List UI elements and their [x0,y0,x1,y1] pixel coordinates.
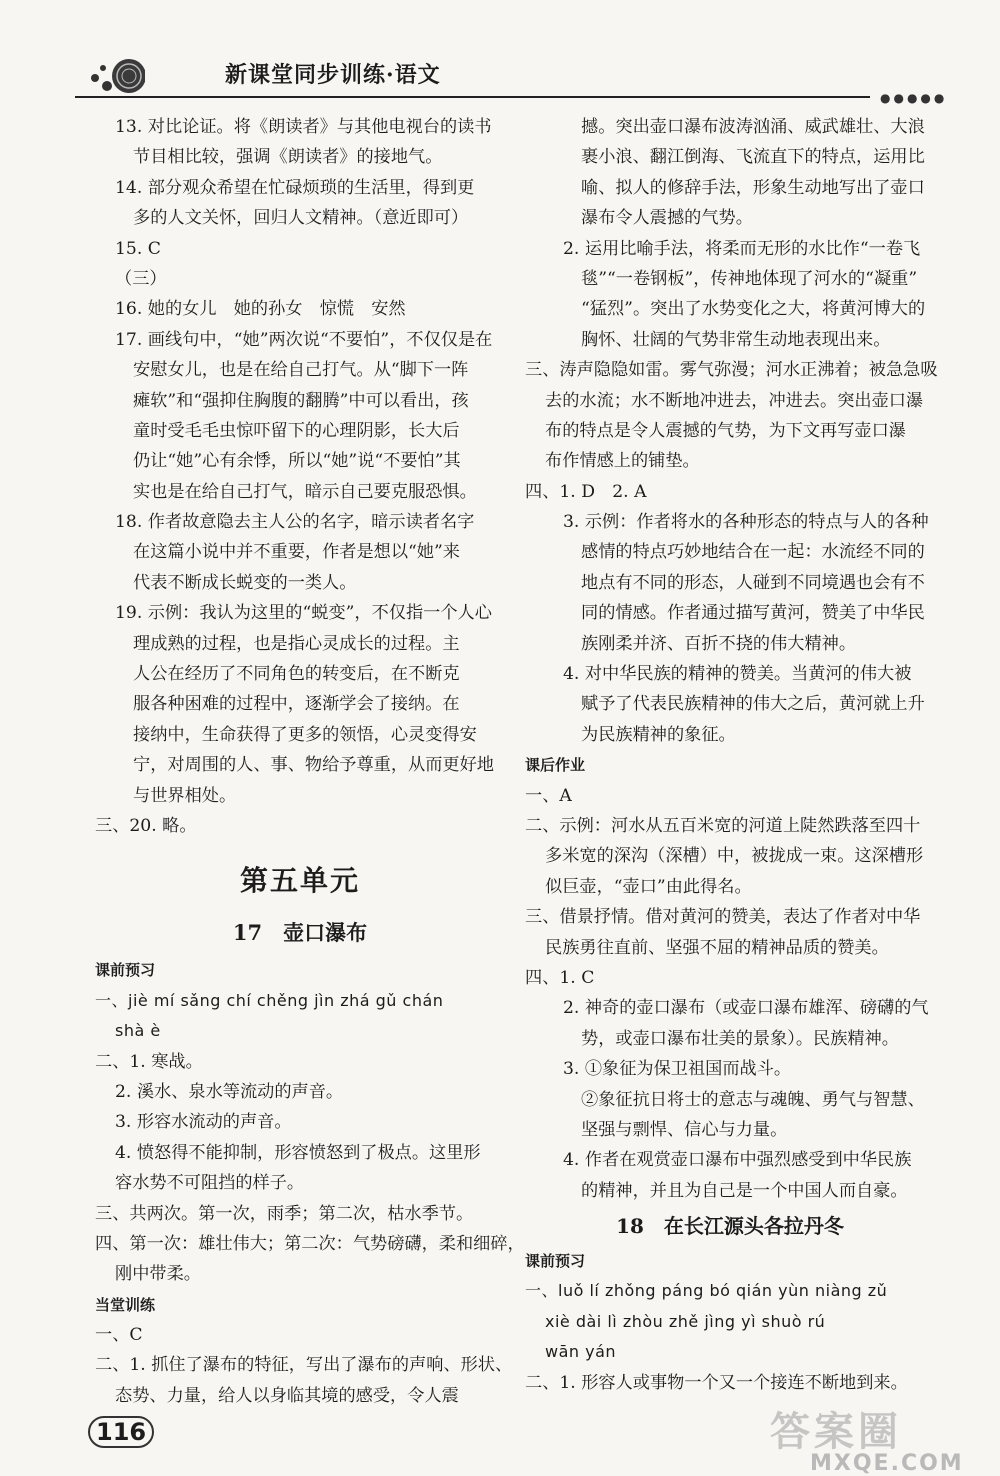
text-line: 仍让“她”心有余悸，所以“她”说“不要怕”其 [133,451,461,472]
text-line: 接纳中，生命获得了更多的领悟，心灵变得安 [133,724,477,745]
text-line: 服各种困难的过程中，逐渐学会了接纳。在 [133,694,460,715]
text-line: 2. 运用比喻手法，将柔而无形的水比作“一卷飞 [563,238,921,259]
text-line: 2. 神奇的壶口瀑布（或壶口瀑布雄浑、磅礴的气 [563,998,929,1019]
text-line: 4. 对中华民族的精神的赞美。当黄河的伟大被 [563,664,912,685]
text-line: 布的特点是令人震撼的气势，为下文再写壶口瀑 [545,420,906,441]
text-line: 理成熟的过程，也是指心灵成长的过程。主 [133,633,460,654]
text-line: “猛烈”。突出了水势变化之大，将黄河博大的 [581,299,926,320]
text-line: xiè dài lì zhòu zhě jìng yì shuò rú [545,1311,826,1331]
lesson-17-title: 17 壶口瀑布 [232,920,368,946]
text-line: 18. 作者故意隐去主人公的名字，暗示读者名字 [115,512,475,533]
text-line: 一、A [525,785,572,806]
text-line: 民族勇往直前、坚强不屈的精神品质的赞美。 [545,937,889,958]
text-line: 课前预习 [95,961,156,980]
text-line: 4. 愤怒得不能抑制，形容愤怒到了极点。这里形 [115,1142,481,1163]
text-line: 多米宽的深沟（深槽）中，被拢成一束。这深槽形 [545,846,924,867]
text-line: 课前预习 [525,1252,586,1271]
page-header [75,52,945,102]
text-line: 的精神，并且为自己是一个中国人而自豪。 [581,1180,908,1201]
text-line: 与世界相处。 [133,785,237,806]
text-line: 似巨壶，“壶口”由此得名。 [545,876,752,897]
text-line: 二、1. 形容人或事物一个又一个接连不断地到来。 [525,1372,908,1393]
header-title: 新课堂同步训练·语文 [225,62,441,88]
text-line: 同的情感。作者通过描写黄河，赞美了中华民 [581,603,925,624]
text-line: 三、共两次。第一次，雨季；第二次，枯水季节。 [95,1203,474,1224]
text-line: 族刚柔并济、百折不挠的伟大精神。 [581,633,857,654]
lesson-18-title: 18 在长江源头各拉丹冬 [616,1214,844,1239]
text-line: 四、1. D 2. A [525,481,647,502]
text-line: 14. 部分观众希望在忙碌烦琐的生活里，得到更 [115,177,475,198]
text-line: 喻、拟人的修辞手法，形象生动地写出了壶口 [581,177,925,198]
text-line: 15. C [115,238,161,259]
text-line: 二、1. 抓住了瀑布的特征，写出了瀑布的声响、形状、 [95,1355,513,1376]
text-line: ②象征抗日将士的意志与魂魄、勇气与智慧、 [581,1089,925,1110]
text-line: 人公在经历了不同角色的转变后，在不断克 [133,664,460,685]
text-line: 童时受毛毛虫惊吓留下的心理阴影，长大后 [133,420,460,441]
text-line: 19. 示例：我认为这里的“蜕变”，不仅指一个人心 [115,603,492,624]
text-line: 宁，对周围的人、事、物给予尊重，从而更好地 [133,755,494,776]
text-line: 3. 示例：作者将水的各种形态的特点与人的各种 [563,512,929,533]
text-line: 三、借景抒情。借对黄河的赞美，表达了作者对中华 [525,907,921,928]
text-line: 13. 对比论证。将《朗读者》与其他电视台的读书 [115,117,492,137]
text-line: 撼。突出壶口瀑布波涛汹涌、威武雄壮、大浪 [581,117,925,137]
text-line: 一、jiè mí sǎng chí chěng jìn zhá gǔ chán [95,990,444,1010]
header-dots: ●●●●● [880,91,948,105]
text-line: 课后作业 [525,756,586,775]
text-line: 势，或壶口瀑布壮美的景象）。民族精神。 [581,1028,899,1049]
text-line: 四、第一次：雄壮伟大；第二次：气势磅礴，柔和细碎， [95,1233,525,1254]
text-line: 实也是在给自己打气，暗示自己要克服恐惧。 [133,481,477,502]
text-line: 当堂训练 [95,1295,156,1314]
text-line: 在这篇小说中并不重要，作者是想以“她”来 [133,542,460,563]
text-line: 坚强与剽悍、信心与力量。 [581,1119,788,1140]
text-line: 17. 画线句中，“她”两次说“不要怕”，不仅仅是在 [115,329,493,350]
text-line: 16. 她的女儿 她的孙女 惊慌 安然 [115,299,406,320]
text-line: wān yán [545,1342,617,1362]
text-line: 2. 溪水、泉水等流动的声音。 [115,1081,344,1102]
text-line: 三、20. 略。 [95,815,197,836]
page-number: 116 [88,1416,154,1448]
text-line: 一、luǒ lí zhǒng páng bó qián yùn niàng zǔ [525,1281,888,1301]
text-line: 多的人文关怀，回归人文精神。（意近即可） [133,208,469,229]
text-line: 二、1. 寒战。 [95,1051,203,1072]
text-line: 3. ①象征为保卫祖国而战斗。 [563,1059,792,1080]
header-rule [75,96,870,98]
page-number-badge [88,1418,154,1446]
text-line: 胸怀、壮阔的气势非常生动地表现出来。 [581,329,891,350]
watermark-bottom: MXQE.COM [810,1451,964,1476]
text-line: 容水势不可阻挡的样子。 [115,1173,305,1194]
text-line: 去的水流；水不断地冲进去，冲进去。突出壶口瀑 [545,390,924,411]
text-line: 节目相比较，强调《朗读者》的接地气。 [133,147,443,168]
text-line: 态势、力量，给人以身临其境的感受，令人震 [115,1385,459,1406]
text-line: 一、C [95,1325,143,1346]
text-line: 为民族精神的象征。 [581,724,736,745]
text-line: 毯”“一卷钢板”，传神地体现了河水的“凝重” [581,268,918,289]
text-line: 三、涛声隐隐如雷。雾气弥漫；河水正沸着；被急急吸 [525,360,938,381]
text-line: 布作情感上的铺垫。 [545,451,700,472]
watermark-top: 答案圈 [770,1409,902,1455]
text-line: 3. 形容水流动的声音。 [115,1112,292,1133]
text-line: 4. 作者在观赏壶口瀑布中强烈感受到中华民族 [563,1150,912,1171]
text-line: 感情的特点巧妙地结合在一起：水流经不同的 [581,542,925,563]
text-line: （三） [115,268,167,289]
text-line: 赋予了代表民族精神的伟大之后，黄河就上升 [581,694,925,715]
text-line: 瘫软”和“强抑住胸腹的翻腾”中可以看出，孩 [133,390,469,411]
text-line: shà è [115,1021,161,1041]
text-line: 刚中带柔。 [115,1264,201,1285]
text-line: 二、示例：河水从五百米宽的河道上陡然跌落至四十 [525,815,921,836]
watermark-logo [770,1400,970,1476]
book-logo-icon [85,54,145,96]
text-line: 安慰女儿，也是在给自己打气。从“脚下一阵 [133,360,469,381]
text-line: 代表不断成长蜕变的一类人。 [133,572,357,593]
text-line: 四、1. C [525,967,595,988]
text-line: 瀑布令人震撼的气势。 [581,208,753,229]
right-column [525,112,938,1398]
unit-title: 第五单元 [239,864,360,898]
text-line: 裹小浪、翻江倒海、飞流直下的特点，运用比 [581,147,925,168]
text-line: 地点有不同的形态，人碰到不同境遇也会有不 [581,572,925,593]
left-column [95,112,525,1411]
